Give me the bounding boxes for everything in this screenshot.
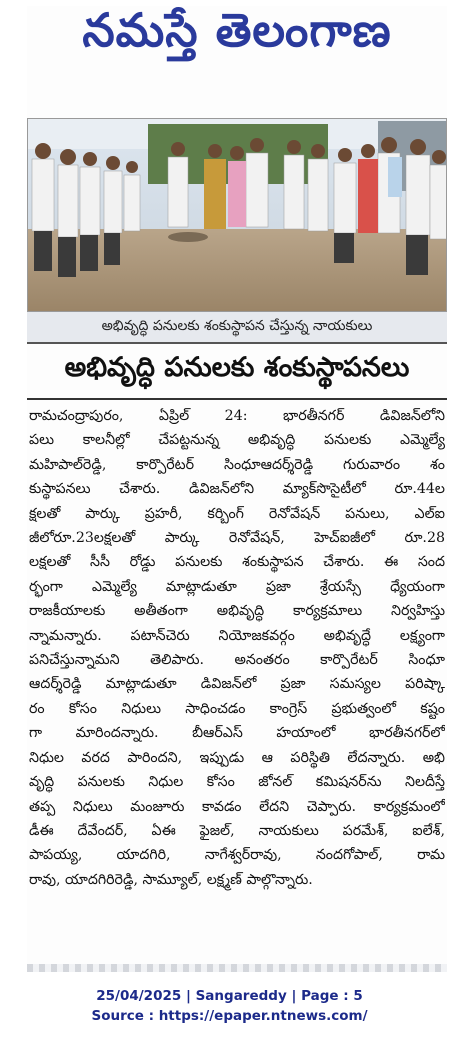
page-footer [0, 986, 459, 1026]
article-line: గా మారిందన్నారు. బీఆర్‌ఎస్ హయాంలో భారతీనగర్‌లో [29, 725, 445, 742]
newspaper-masthead: నమస్తే తెలంగాణ [82, 3, 392, 57]
article-line: జీలోరూ.23లక్షలతో పార్కు రెనోవేషన్, హెచ్‌ఐజీలో రూ.28 [29, 530, 445, 547]
article-line: లక్షలతో సీసీ రోడ్డు పనులకు శంకుస్థాపన చేశారు. ఈ సంద [29, 554, 445, 571]
article-line: క్షలతో పార్కు ప్రహరీ, కర్బింగ్ రెనోవేషన్ పనులు, ఎల్‌ఐ [29, 505, 445, 522]
article-line: రాజకీయాలకు అతీతంగా అభివృద్ధి కార్యక్రమాలు నిర్వహిస్తు [29, 603, 445, 620]
footer-date-edition: 25/04/2025 | Sangareddy | Page : 5 [96, 988, 363, 1004]
article-line: తప్ప నిధులు మంజూరు కావడం లేదని చెప్పారు. కార్యక్రమంలో [29, 798, 445, 815]
article-line: వృద్ధి పనులకు నిధుల కోసం జోనల్ కమిషనర్‌ను నిలదీస్తే [29, 774, 445, 791]
photo-caption: అభివృద్ధి పనులకు శంకుస్థాపన చేస్తున్న నాయకులు [27, 312, 447, 344]
article-body [29, 404, 445, 962]
article-line: పలు కాలనీల్లో చేపట్టనున్న అభివృద్ధి పనులకు ఎమ్మెల్యే [29, 432, 445, 449]
article-line: రం కోసం నిధులు సాధించడం కాంగ్రెస్ ప్రభుత్వంలో కష్టం [29, 700, 445, 717]
article-line: న్నామన్నారు. పటాన్‌చెరు నియోజకవర్గం అభివృద్ధే లక్ష్యంగా [29, 627, 445, 644]
article-line: డీఈ దేవేందర్, ఏఈ ఫైజల్, నాయకులు పరమేశ్, ఐలేశ్, [29, 822, 445, 839]
article-line: ఆదర్శ్‌రెడ్డి మాట్లాడుతూ డివిజన్‌లో ప్రజా సమస్యల పరిష్కా [29, 676, 445, 693]
article-line: రావు, యాదగిరిరెడ్డి, సామ్యూల్, లక్ష్మణ్ పాల్గొన్నారు. [29, 871, 313, 888]
article-line: రామచంద్రాపురం, ఏప్రిల్ 24: భారతీనగర్ డివిజన్‌లోని [29, 408, 445, 424]
article-line: పనిచేస్తున్నామని తెలిపారు. అనంతరం కార్పొరేటర్ సింధూ [29, 652, 445, 669]
news-photo [27, 118, 447, 312]
article-line: నిధుల వరద పారిందని, ఇప్పుడు ఆ పరిస్థితి లేదన్నారు. అభి [29, 749, 445, 766]
article-line: ర్భంగా ఎమ్మెల్యే మాట్లాడుతూ ప్రజా శ్రేయస్సే ధ్యేయంగా [29, 578, 445, 595]
article-line: పాపయ్య, యాదగిరి, నాగేశ్వర్‌రావు, నందగోపాల్, రామ [29, 847, 445, 864]
article-line: కుస్థాపనలు చేశారు. డివిజన్‌లోని మ్యాక్‌సొసైటీలో రూ.44ల [29, 481, 445, 498]
article-line: మహిపాల్‌రెడ్డి, కార్పొరేటర్ సింధూఆదర్శ్‌రెడ్డి గురువారం శం [29, 456, 445, 473]
clipping-bottom-edge [27, 964, 447, 972]
footer-source-link[interactable]: Source : https://epaper.ntnews.com/ [91, 1008, 368, 1024]
headline-divider [27, 398, 447, 400]
article-headline: అభివృద్ధి పనులకు శంకుస్థాపనలు [64, 352, 410, 383]
